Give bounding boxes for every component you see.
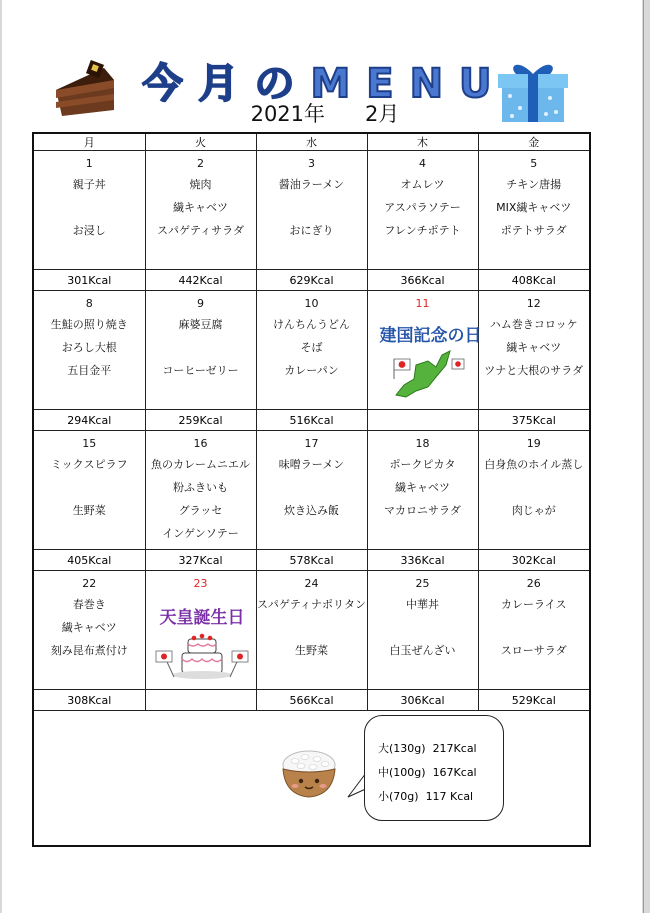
day-cell [256,151,367,270]
menu-item: 生鮭の照り焼き [50,318,128,331]
weekday-fri: 金 [478,133,590,151]
kcal-cell: 405Kcal [33,550,145,571]
day-cell [145,151,256,270]
menu-item: 繊キャベツ [173,201,228,214]
menu-item: 中華丼 [406,598,439,611]
day-cell [478,291,590,410]
day-number: 23 [193,577,208,590]
menu-item: 味噌ラーメン [278,458,345,471]
menu-item [479,616,590,639]
menu-item: 醤油ラーメン [278,178,345,191]
menu-item: カレーパン [284,364,339,377]
menu-item: ミックスピラフ [50,458,128,471]
kcal-row [33,690,590,711]
menu-item: コーヒーゼリー [162,364,239,377]
day-number: 9 [197,297,204,310]
menu-item: 刻み昆布煮付け [50,644,128,657]
menu-item: ポテトサラダ [500,224,567,237]
day-cell [145,291,256,410]
day-cell [478,151,590,270]
day-cell [367,291,482,410]
menu-item [146,336,256,359]
menu-item [257,476,367,499]
menu-item: お浸し [72,224,106,237]
menu-item: おにぎり [289,224,334,237]
menu-item: おろし大根 [61,341,117,354]
kcal-row [33,550,590,571]
menu-item: 肉じゃが [511,504,556,517]
page-edge [643,0,644,913]
day-number: 16 [193,437,208,450]
kcal-cell: 529Kcal [478,690,590,711]
page-subtitle [0,98,650,128]
menu-item: グラッセ [178,504,223,517]
menu-item: 魚のカレームニエル [151,458,250,471]
menu-item: 生野菜 [72,504,106,517]
menu-item: ツナと大根のサラダ [484,364,584,377]
day-number: 18 [415,437,430,450]
year-label: 2021年 [250,102,326,126]
kcal-cell: 516Kcal [256,410,367,431]
kcal-cell: 308Kcal [33,690,145,711]
menu-item: マカロニサラダ [384,504,461,517]
day-cell [367,571,478,690]
japan-map-icon [376,325,468,412]
rice-calorie-bubble [364,715,504,821]
day-cell [256,571,367,690]
menu-item: MIX繊キャベツ [496,201,572,214]
day-cell [478,571,590,690]
rice-bowl-icon [279,741,339,801]
holiday-name: 建国記念の日 [379,326,482,346]
month-label: 2月 [365,102,400,126]
menu-item: スパゲティナポリタン [256,598,367,611]
day-cell [33,291,145,410]
day-number: 26 [526,577,541,590]
menu-item: インゲンソテー [162,527,239,540]
day-cell [33,571,145,690]
day-number: 5 [530,157,538,170]
page-title: 今月のMENU [142,61,508,107]
kcal-cell: 259Kcal [145,410,256,431]
kcal-cell: 629Kcal [256,270,367,291]
holiday-name: 天皇誕生日 [159,608,245,628]
rice-large-row: 大(130g) 217Kcal [378,742,477,755]
day-number: 12 [526,297,541,310]
menu-item: けんちんうどん [273,318,350,331]
weekday-tue: 火 [145,133,256,151]
day-cell [256,431,367,550]
birthday-cake-icon [152,623,252,688]
menu-item: 春巻き [72,598,106,611]
kcal-cell: 566Kcal [256,690,367,711]
menu-item: アスパラソテー [384,201,461,214]
menu-item: 焼肉 [189,178,212,191]
day-number: 8 [85,297,93,310]
week-row [33,431,590,550]
menu-item: カレーライス [500,598,567,611]
kcal-cell: 375Kcal [478,410,590,431]
emperors-birthday-illustration [152,597,252,685]
rice-info-area [33,711,590,847]
day-cell [367,151,478,270]
kcal-cell [145,690,256,711]
day-cell [145,431,256,550]
day-cell [367,431,478,550]
day-cell [145,571,256,690]
kcal-row [33,410,590,431]
day-number: 10 [304,297,319,310]
week-row [33,291,590,410]
rice-medium-row: 中(100g) 167Kcal [378,766,477,779]
menu-item: 麻婆豆腐 [178,318,223,331]
menu-item: ポークピカタ [389,458,456,471]
menu-item [479,476,590,499]
day-cell [33,151,145,270]
kcal-cell: 408Kcal [478,270,590,291]
day-number: 2 [197,157,204,170]
menu-item: スパゲティサラダ [156,224,244,237]
menu-item [34,196,145,219]
day-number: 11 [415,297,430,310]
menu-item: 白身魚のホイル蒸し [484,458,584,471]
menu-item: スローサラダ [500,644,567,657]
kcal-cell: 578Kcal [256,550,367,571]
menu-item: 生野菜 [295,644,328,657]
menu-item: 粉ふきいも [173,481,228,494]
menu-item: ハム巻きコロッケ [489,318,578,331]
day-cell [256,291,367,410]
week-row [33,151,590,270]
kcal-cell: 336Kcal [367,550,478,571]
menu-calendar [32,132,591,847]
day-number: 19 [526,437,541,450]
weekday-mon: 月 [33,133,145,151]
menu-item [368,616,478,639]
menu-item: 炊き込み飯 [284,504,339,517]
menu-item: 親子丼 [72,178,106,191]
menu-item: チキン唐揚 [506,178,562,191]
national-foundation-day-illustration [376,317,482,405]
weekday-wed: 水 [256,133,367,151]
rice-small-row: 小(70g) 117 Kcal [378,790,474,803]
day-number: 22 [82,577,97,590]
menu-item: 繊キャベツ [395,481,450,494]
kcal-cell: 327Kcal [145,550,256,571]
day-number: 1 [85,157,93,170]
menu-item [257,196,367,219]
day-number: 24 [304,577,319,590]
menu-item: 白玉ぜんざい [389,644,456,657]
kcal-cell: 294Kcal [33,410,145,431]
kcal-cell [367,410,478,431]
kcal-cell: 366Kcal [367,270,478,291]
kcal-cell: 442Kcal [145,270,256,291]
day-number: 17 [304,437,319,450]
day-cell [478,431,590,550]
day-cell [33,431,145,550]
kcal-cell: 306Kcal [367,690,478,711]
day-number: 4 [419,157,426,170]
menu-item: 繊キャベツ [61,621,117,634]
day-number: 25 [415,577,430,590]
day-number: 3 [308,157,315,170]
menu-item: オムレツ [400,178,445,191]
menu-item [257,616,367,639]
menu-item: そば [300,341,323,354]
menu-item: フレンチポテト [384,224,461,237]
kcal-row [33,270,590,291]
weekday-header-row [33,133,590,151]
menu-item: 繊キャベツ [506,341,562,354]
kcal-cell: 302Kcal [478,550,590,571]
menu-item: 五目金平 [67,364,112,377]
weekday-thu: 木 [367,133,478,151]
menu-item [34,476,145,499]
day-number: 15 [82,437,97,450]
kcal-cell: 301Kcal [33,270,145,291]
week-row [33,571,590,690]
